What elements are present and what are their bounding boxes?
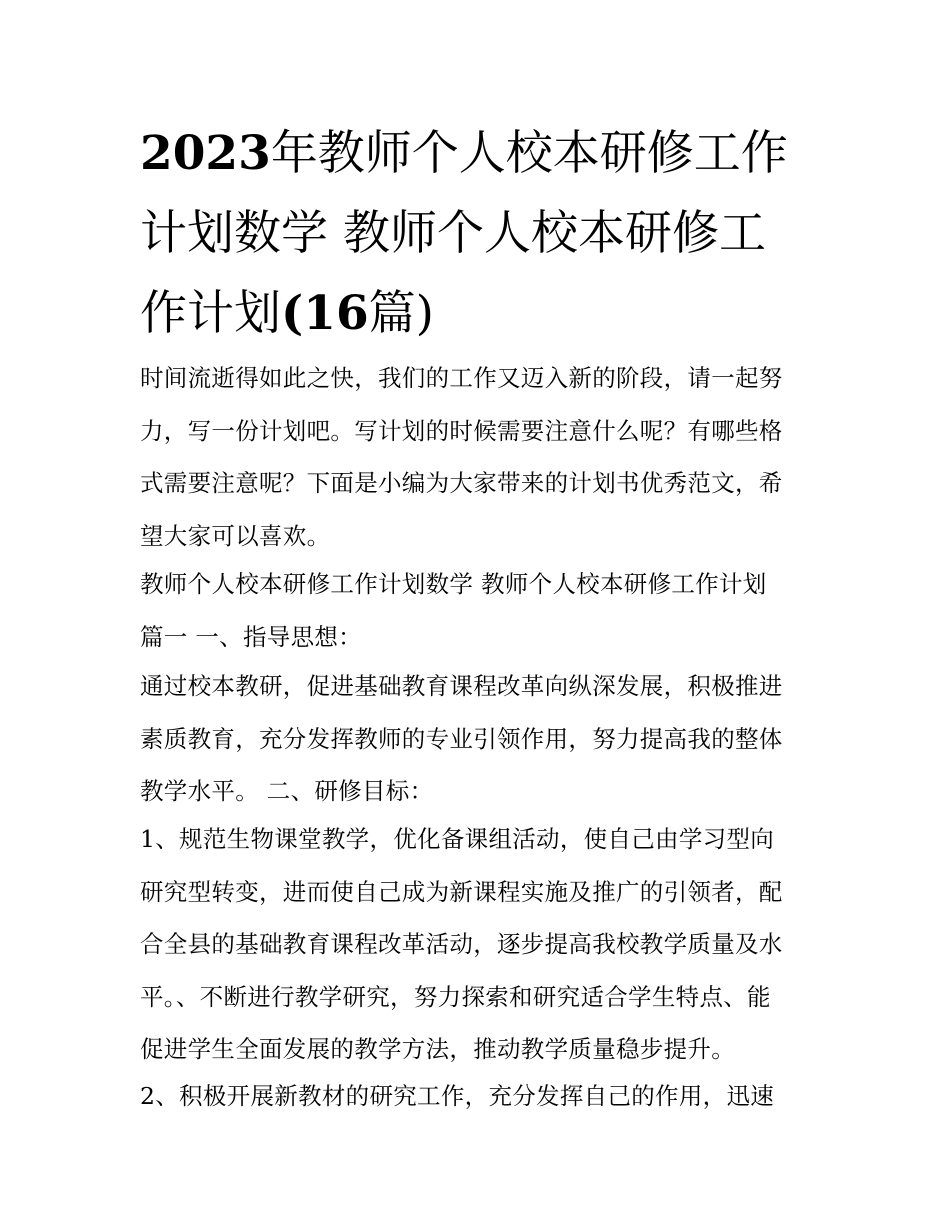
paragraph-line: 1、规范生物课堂教学，优化备课组活动，使自己由学习型向 xyxy=(140,825,775,853)
goal-1-paragraph xyxy=(140,813,820,1076)
paragraph-line: 通过校本教研，促进基础教育课程改革向纵深发展，积极推进 xyxy=(140,672,783,700)
title-line-3-text: 作计划 xyxy=(140,286,281,341)
paragraph-line: 素质教育，充分发挥教师的专业引领作用，努力提高我的整体 xyxy=(140,724,783,753)
paragraph-line: 力，写一份计划吧。写计划的时候需要注意什么呢？有哪些格 xyxy=(140,416,783,445)
title-line-2: 计划数学 教师个人校本研修工 xyxy=(140,206,766,261)
paragraph-line: 合全县的基础教育课程改革活动，逐步提高我校教学质量及水 xyxy=(140,930,783,958)
paragraph-line: 式需要注意呢？下面是小编为大家带来的计划书优秀范文，希 xyxy=(140,469,783,497)
paragraph-line: 时间流逝得如此之快，我们的工作又迈入新的阶段，请一起努 xyxy=(140,364,783,392)
title-year: 2023 xyxy=(140,126,271,181)
title-line-1-text: 年教师个人校本研修工作 xyxy=(270,126,788,181)
intro-paragraph xyxy=(140,352,820,562)
paragraph-line: 篇一 一、指导思想： xyxy=(140,622,362,651)
paragraph-line: 促进学生全面发展的教学方法，推动教学质量稳步提升。 xyxy=(140,1035,735,1063)
guiding-idea-paragraph xyxy=(140,660,820,818)
title-count: (16 xyxy=(281,286,369,341)
paragraph-line: 平。、不断进行教学研究，努力探索和研究适合学生特点、能 xyxy=(140,982,771,1011)
document-title xyxy=(140,114,820,354)
paragraph-line: 教师个人校本研修工作计划数学 教师个人校本研修工作计划 xyxy=(140,570,767,598)
paragraph-line: 2、积极开展新教材的研究工作，充分发挥自己的作用，迅速 xyxy=(140,1082,775,1110)
section-heading xyxy=(140,558,820,663)
title-line-3-suffix: 篇) xyxy=(368,286,434,341)
goal-2-paragraph xyxy=(140,1070,820,1123)
paragraph-line: 望大家可以喜欢。 xyxy=(140,521,331,550)
title-line-3 xyxy=(140,274,820,354)
paragraph-line: 教学水平。 二、研修目标： xyxy=(140,777,434,805)
title-line-1 xyxy=(140,114,820,194)
paragraph-line: 研究型转变，进而使自己成为新课程实施及推广的引领者，配 xyxy=(140,877,783,906)
